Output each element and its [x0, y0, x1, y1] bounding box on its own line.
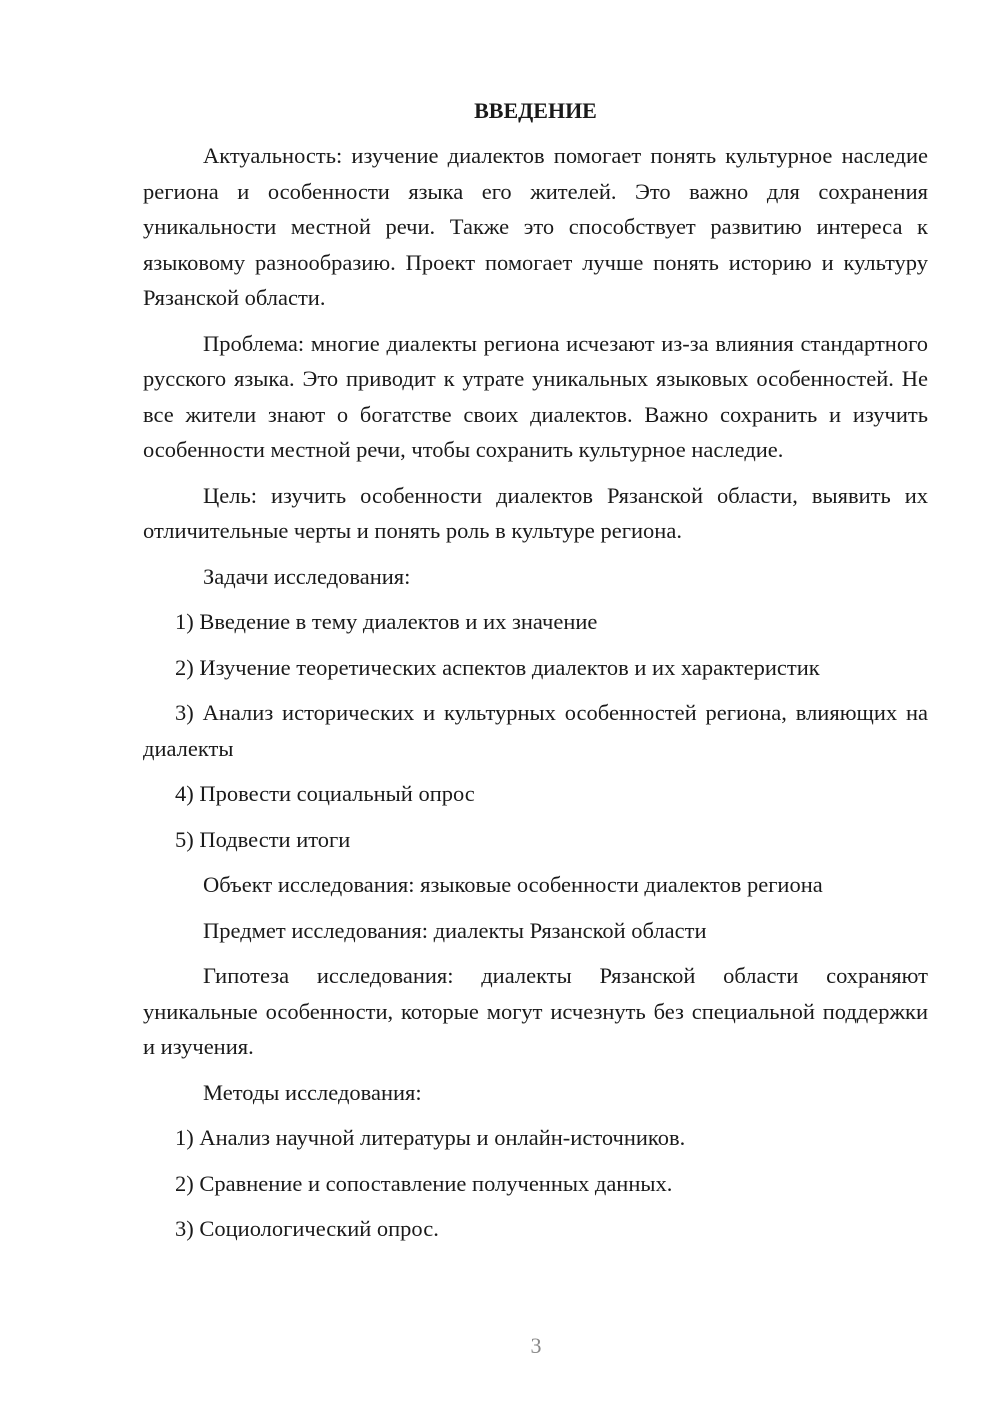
problem-paragraph: Проблема: многие диалекты региона исчезают из-за влияния стандартного русского языка. Это приводит к утрате уникальных языковых особенностей. Не все жители знают о богатстве своих диалектов. Важно сохранить и изучить особенности местной речи, чтобы сохранить культурное наследие. [143, 330, 928, 462]
task-item: 2) Изучение теоретических аспектов диалектов и их характеристик [175, 654, 820, 680]
research-object: Объект исследования: языковые особенности диалектов региона [203, 872, 823, 897]
method-item: 2) Сравнение и сопоставление полученных данных. [175, 1170, 673, 1196]
method-item: 1) Анализ научной литературы и онлайн-источников. [175, 1125, 686, 1150]
research-subject: Предмет исследования: диалекты Рязанской области [203, 917, 707, 943]
hypothesis-paragraph: Гипотеза исследования: диалекты Рязанской области сохраняют уникальные особенности, которые могут исчезнуть без специальной поддержки и изучения. [143, 963, 928, 1059]
section-title: ВВЕДЕНИЕ [474, 98, 597, 123]
task-item: 3) Анализ исторических и культурных особенностей региона, влияющих на диалекты [143, 700, 928, 761]
task-item: 4) Провести социальный опрос [175, 781, 475, 806]
page-number: 3 [530, 1333, 542, 1358]
tasks-heading: Задачи исследования: [203, 563, 411, 589]
methods-heading: Методы исследования: [203, 1079, 422, 1105]
method-item: 3) Социологический опрос. [175, 1216, 439, 1241]
task-item: 5) Подвести итоги [175, 826, 351, 852]
relevance-paragraph: Актуальность: изучение диалектов помогает понять культурное наследие региона и особенности языка его жителей. Это важно для сохранения уникальности местной речи. Также это способствует развитию интереса к языковому разнообразию. Проект помогает лучше понять историю и культуру Рязанской области. [143, 143, 928, 310]
task-item: 1) Введение в тему диалектов и их значение [175, 609, 598, 634]
goal-paragraph: Цель: изучить особенности диалектов Рязанской области, выявить их отличительные черты и понять роль в культуре региона. [143, 482, 928, 543]
page-content [143, 96, 928, 1257]
